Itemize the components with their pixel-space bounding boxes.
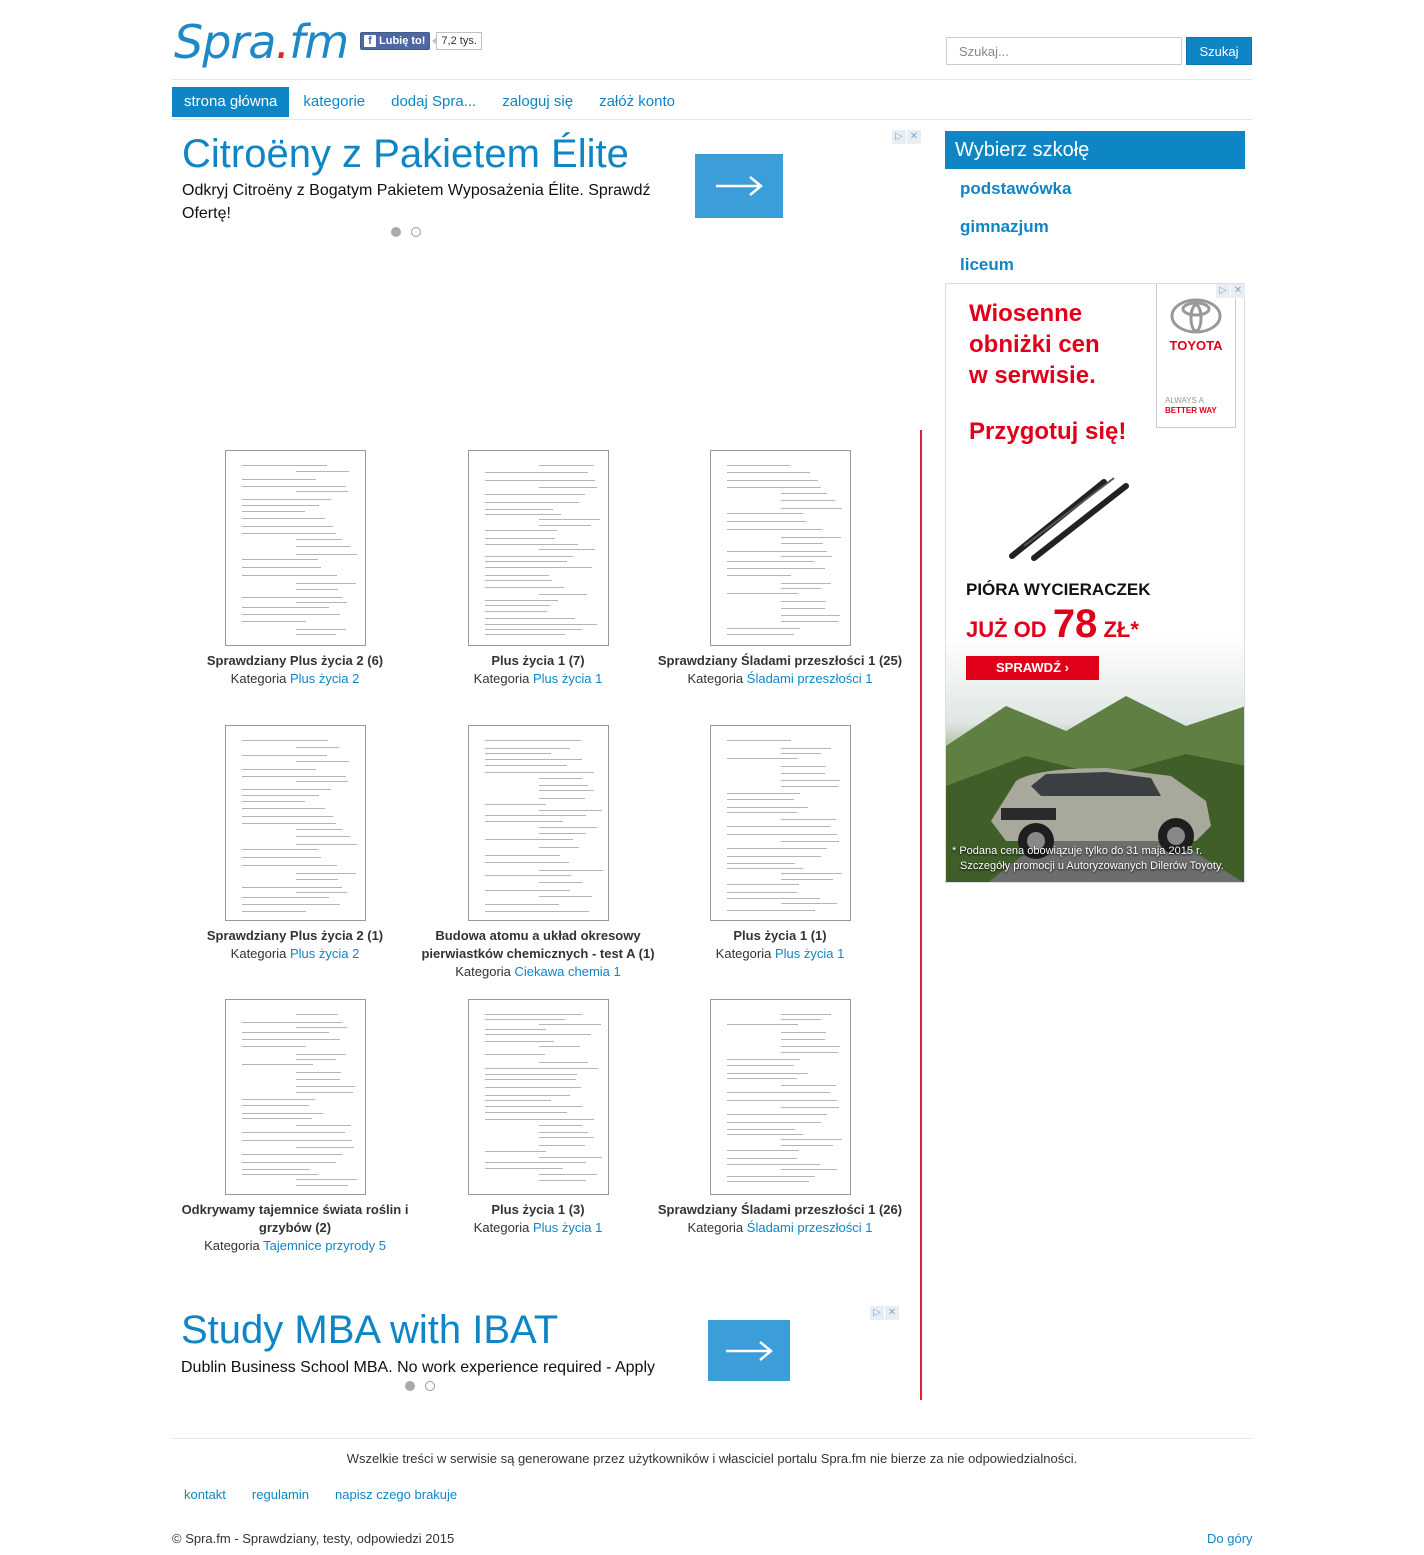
toyota-product: PIÓRA WYCIERACZEK	[966, 580, 1151, 599]
school-link-middle[interactable]: gimnazjum	[960, 217, 1049, 236]
facebook-like-button[interactable]	[360, 32, 430, 50]
toyota-emblem-icon	[1157, 294, 1235, 344]
ad-top-choices[interactable]	[892, 130, 921, 144]
ad-bottom-description: Dublin Business School MBA. No work experience required - Apply	[181, 1359, 656, 1376]
footer-divider	[172, 1438, 1252, 1439]
close-icon[interactable]: ✕	[885, 1306, 899, 1320]
item-title[interactable]: Plus życia 1 (1)	[733, 928, 827, 943]
main-nav	[172, 87, 689, 117]
ad-bottom-pager[interactable]	[405, 1381, 435, 1391]
facebook-like-label: Lubię to!	[379, 35, 426, 47]
arrow-right-icon	[714, 175, 764, 197]
item-title[interactable]: Sprawdziany Śladami przeszłości 1 (25)	[657, 653, 903, 668]
item-title[interactable]: Sprawdziany Śladami przeszłości 1 (26)	[657, 1202, 903, 1217]
category-prefix: Kategoria	[455, 964, 511, 979]
item-title[interactable]: Plus życia 1 (7)	[491, 653, 585, 668]
nav-register[interactable]: załóż konto	[599, 93, 675, 110]
item-category	[415, 670, 661, 688]
back-to-top-link[interactable]: Do góry	[1207, 1531, 1253, 1546]
school-link-primary[interactable]: podstawówka	[960, 179, 1072, 198]
category-prefix: Kategoria	[473, 671, 530, 686]
search-button[interactable]: Szukaj	[1186, 37, 1252, 65]
item-title[interactable]: Sprawdziany Plus życia 2 (1)	[206, 928, 384, 943]
facebook-icon: f	[364, 35, 376, 47]
pager-dot[interactable]	[411, 227, 421, 237]
nav-home[interactable]: strona główna	[172, 87, 289, 117]
list-item	[172, 725, 418, 963]
item-title[interactable]: Sprawdziany Plus życia 2 (6)	[206, 653, 384, 668]
category-link[interactable]: Plus życia 2	[289, 946, 360, 961]
list-item	[415, 725, 661, 981]
ad-top-arrow-button[interactable]	[695, 154, 783, 218]
list-item	[415, 450, 661, 688]
category-prefix: Kategoria	[715, 946, 772, 961]
footer-link-request[interactable]: napisz czego brakuje	[335, 1487, 458, 1502]
document-thumbnail[interactable]	[710, 999, 851, 1195]
category-prefix: Kategoria	[687, 671, 744, 686]
close-icon[interactable]: ✕	[1231, 284, 1245, 298]
adchoices-icon[interactable]: ▷	[1216, 284, 1230, 298]
facebook-like-widget[interactable]	[360, 32, 482, 50]
item-category	[657, 945, 903, 963]
footer-link-contact[interactable]: kontakt	[184, 1487, 226, 1502]
header-divider	[172, 79, 1252, 80]
content-divider	[920, 430, 922, 1400]
toyota-headline: Wiosenne obniżki cen w serwisie.	[969, 300, 1100, 389]
nav-divider	[172, 119, 1252, 120]
nav-categories[interactable]: kategorie	[303, 93, 366, 110]
document-thumbnail[interactable]	[225, 999, 366, 1195]
toyota-price: JUŻ OD 78 ZŁ*	[966, 602, 1139, 646]
document-thumbnail[interactable]	[468, 999, 609, 1195]
item-category	[172, 945, 418, 963]
site-logo[interactable]: Spra.fm	[174, 15, 349, 69]
pager-dot[interactable]	[425, 1381, 435, 1391]
toyota-ad[interactable]	[945, 283, 1245, 883]
category-link[interactable]: Śladami przeszłości 1	[746, 671, 873, 686]
item-title[interactable]: Plus życia 1 (3)	[491, 1202, 585, 1217]
toyota-cta-button[interactable]: SPRAWDŹ ›	[966, 656, 1099, 680]
list-item	[657, 450, 903, 688]
footer-disclaimer: Wszelkie treści w serwisie są generowane przez użytkowników i własciciel portalu Spra.fm nie bierze za nie odpowiedzialności.	[346, 1451, 1078, 1466]
item-category	[657, 1219, 903, 1237]
toyota-disclaimer: * Podana cena obowiązuje tylko do 31 maja 2015 r. Szczegóły promocji u Autoryzowanych Dilerów Toyoty.	[952, 845, 1224, 872]
category-link[interactable]: Plus życia 1	[532, 1220, 603, 1235]
toyota-ad-choices[interactable]	[1216, 284, 1245, 298]
close-icon[interactable]: ✕	[907, 130, 921, 144]
toyota-subheadline: Przygotuj się!	[969, 418, 1127, 445]
item-category	[657, 670, 903, 688]
pager-dot[interactable]	[391, 227, 401, 237]
item-title[interactable]: Budowa atomu a układ okresowy pierwiastków chemicznych - test A (1)	[421, 928, 655, 961]
arrow-right-icon	[724, 1340, 774, 1362]
ad-bottom-choices[interactable]	[870, 1306, 899, 1320]
toyota-logo: TOYOTA ALWAYS A BETTER WAY	[1156, 284, 1236, 428]
category-prefix: Kategoria	[473, 1220, 530, 1235]
list-item	[172, 999, 418, 1255]
document-thumbnail[interactable]	[468, 725, 609, 921]
nav-add[interactable]: dodaj Spra...	[391, 93, 477, 110]
ad-top-pager[interactable]	[391, 227, 421, 237]
category-link[interactable]: Tajemnice przyrody 5	[263, 1238, 386, 1253]
list-item	[172, 450, 418, 688]
item-category	[415, 1219, 661, 1237]
list-item	[415, 999, 661, 1237]
document-thumbnail[interactable]	[710, 725, 851, 921]
nav-login[interactable]: zaloguj się	[502, 93, 574, 110]
category-prefix: Kategoria	[687, 1220, 744, 1235]
adchoices-icon[interactable]: ▷	[892, 130, 906, 144]
adchoices-icon[interactable]: ▷	[870, 1306, 884, 1320]
footer-copyright: © Spra.fm - Sprawdziany, testy, odpowiedzi 2015	[172, 1531, 455, 1546]
list-item	[657, 725, 903, 963]
ad-bottom[interactable]	[181, 1306, 701, 1379]
document-thumbnail[interactable]	[225, 450, 366, 646]
category-prefix: Kategoria	[230, 671, 287, 686]
search-input[interactable]	[946, 37, 1182, 65]
category-link[interactable]: Ciekawa chemia 1	[514, 964, 621, 979]
ad-top-description: Odkryj Citroëny z Bogatym Pakietem Wyposażenia Élite. Sprawdź Ofertę!	[182, 182, 651, 222]
footer-link-terms[interactable]: regulamin	[251, 1487, 310, 1502]
footer-links	[184, 1487, 457, 1502]
pager-dot[interactable]	[405, 1381, 415, 1391]
document-thumbnail[interactable]	[468, 450, 609, 646]
category-link[interactable]: Plus życia 1	[532, 671, 603, 686]
item-category	[172, 1237, 418, 1255]
category-link[interactable]: Plus życia 1	[774, 946, 845, 961]
ad-top-title[interactable]: Citroëny z Pakietem Élite	[182, 132, 629, 176]
category-prefix: Kategoria	[230, 946, 287, 961]
category-prefix: Kategoria	[204, 1238, 260, 1253]
category-link[interactable]: Śladami przeszłości 1	[746, 1220, 873, 1235]
ad-bottom-title[interactable]: Study MBA with IBAT	[181, 1308, 559, 1352]
school-select-heading: Wybierz szkołę	[945, 131, 1245, 169]
school-link-high[interactable]: liceum	[960, 255, 1014, 274]
ad-top[interactable]	[182, 130, 682, 225]
item-category	[172, 670, 418, 688]
item-category	[415, 963, 661, 981]
list-item	[657, 999, 903, 1237]
facebook-like-count: 7,2 tys.	[436, 32, 481, 50]
document-thumbnail[interactable]	[225, 725, 366, 921]
document-thumbnail[interactable]	[710, 450, 851, 646]
ad-bottom-arrow-button[interactable]	[708, 1320, 790, 1381]
item-title[interactable]: Odkrywamy tajemnice świata roślin i grzybów (2)	[181, 1202, 409, 1235]
category-link[interactable]: Plus życia 2	[289, 671, 360, 686]
wiper-blades-image	[1004, 474, 1134, 564]
